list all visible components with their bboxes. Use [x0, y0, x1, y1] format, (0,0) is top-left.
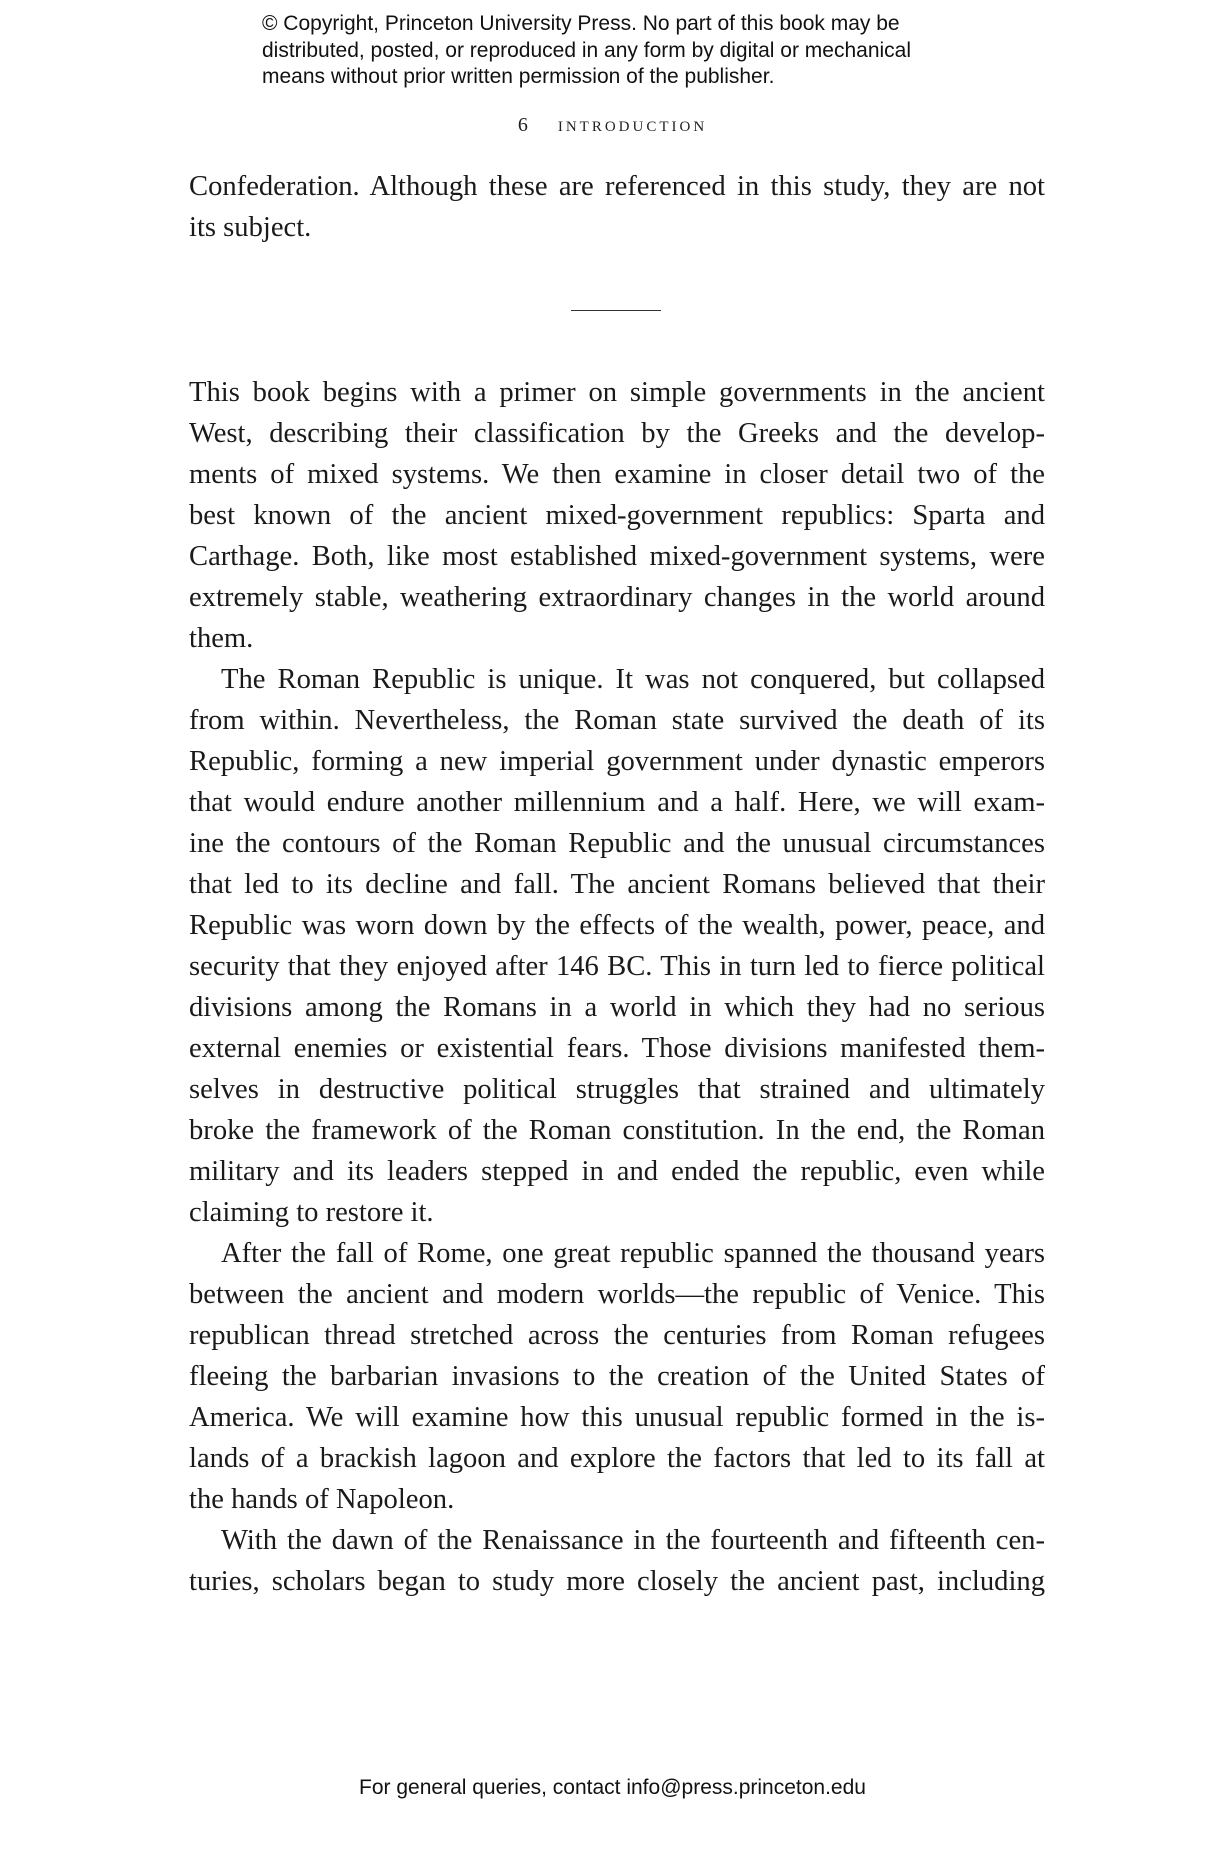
running-head: [0, 112, 1225, 137]
footer-contact: For general queries, contact info@press.princeton.edu: [359, 1776, 866, 1799]
text-line: broke the framework of the Roman constitution. In the end, the Roman: [189, 1115, 1045, 1146]
text-line: claiming to restore it.: [189, 1197, 434, 1228]
text-line: lands of a brackish lagoon and explore the factors that led to its fall at: [189, 1443, 1045, 1474]
text-line: ments of mixed systems. We then examine in closer detail two of the: [189, 459, 1045, 490]
paragraph: [189, 659, 1045, 1233]
text-line: its subject.: [189, 212, 312, 243]
text-line: This book begins with a primer on simple governments in the ancient: [189, 377, 1045, 408]
section-separator: [571, 310, 661, 311]
text-line: selves in destructive political struggles that strained and ultimately: [189, 1074, 1045, 1105]
text-line: Confederation. Although these are referenced in this study, they are not: [189, 171, 1045, 202]
paragraph-continuation: [189, 166, 1045, 248]
paragraph: [189, 1520, 1045, 1602]
text-line: With the dawn of the Renaissance in the fourteenth and fifteenth cen-: [221, 1525, 1045, 1556]
text-line: military and its leaders stepped in and ended the republic, even while: [189, 1156, 1045, 1187]
text-line: Carthage. Both, like most established mixed-government systems, were: [189, 541, 1045, 572]
text-line: that would endure another millennium and a half. Here, we will exam-: [189, 787, 1045, 818]
text-line: security that they enjoyed after 146 BC. This in turn led to fierce political: [189, 951, 1045, 982]
copyright-notice: [262, 11, 982, 91]
text-line: from within. Nevertheless, the Roman state survived the death of its: [189, 705, 1045, 736]
text-line: that led to its decline and fall. The ancient Romans believed that their: [189, 869, 1045, 900]
text-line: West, describing their classification by the Greeks and the develop-: [189, 418, 1045, 449]
text-line: the hands of Napoleon.: [189, 1484, 455, 1515]
text-line: extremely stable, weathering extraordinary changes in the world around: [189, 582, 1045, 613]
body-text: [189, 372, 1045, 1602]
text-line: ine the contours of the Roman Republic and the unusual circumstances: [189, 828, 1045, 859]
copyright-line: means without prior written permission of the publisher.: [262, 65, 775, 88]
paragraph: [189, 1233, 1045, 1520]
text-line: America. We will examine how this unusual republic formed in the is-: [189, 1402, 1045, 1433]
text-line: After the fall of Rome, one great republic spanned the thousand years: [221, 1238, 1045, 1269]
text-line: them.: [189, 623, 254, 654]
copyright-line: distributed, posted, or reproduced in any form by digital or mechanical: [262, 38, 912, 62]
text-line: fleeing the barbarian invasions to the creation of the United States of: [189, 1361, 1045, 1392]
page-number: 6: [517, 114, 531, 136]
text-line: divisions among the Romans in a world in which they had no serious: [189, 992, 1045, 1023]
text-line: republican thread stretched across the centuries from Roman refugees: [189, 1320, 1045, 1351]
chapter-title: introduction: [557, 112, 708, 136]
text-line: turies, scholars began to study more closely the ancient past, including: [189, 1566, 1045, 1597]
paragraph: [189, 372, 1045, 659]
text-line: Republic was worn down by the effects of the wealth, power, peace, and: [189, 910, 1045, 941]
text-line: external enemies or existential fears. Those divisions manifested them-: [189, 1033, 1045, 1064]
text-line: best known of the ancient mixed-government republics: Sparta and: [189, 500, 1045, 531]
copyright-line: © Copyright, Princeton University Press. No part of this book may be: [262, 12, 900, 35]
text-line: Republic, forming a new imperial government under dynastic emperors: [189, 746, 1045, 777]
text-line: between the ancient and modern worlds—the republic of Venice. This: [189, 1279, 1045, 1310]
text-line: The Roman Republic is unique. It was not conquered, but collapsed: [221, 664, 1045, 695]
